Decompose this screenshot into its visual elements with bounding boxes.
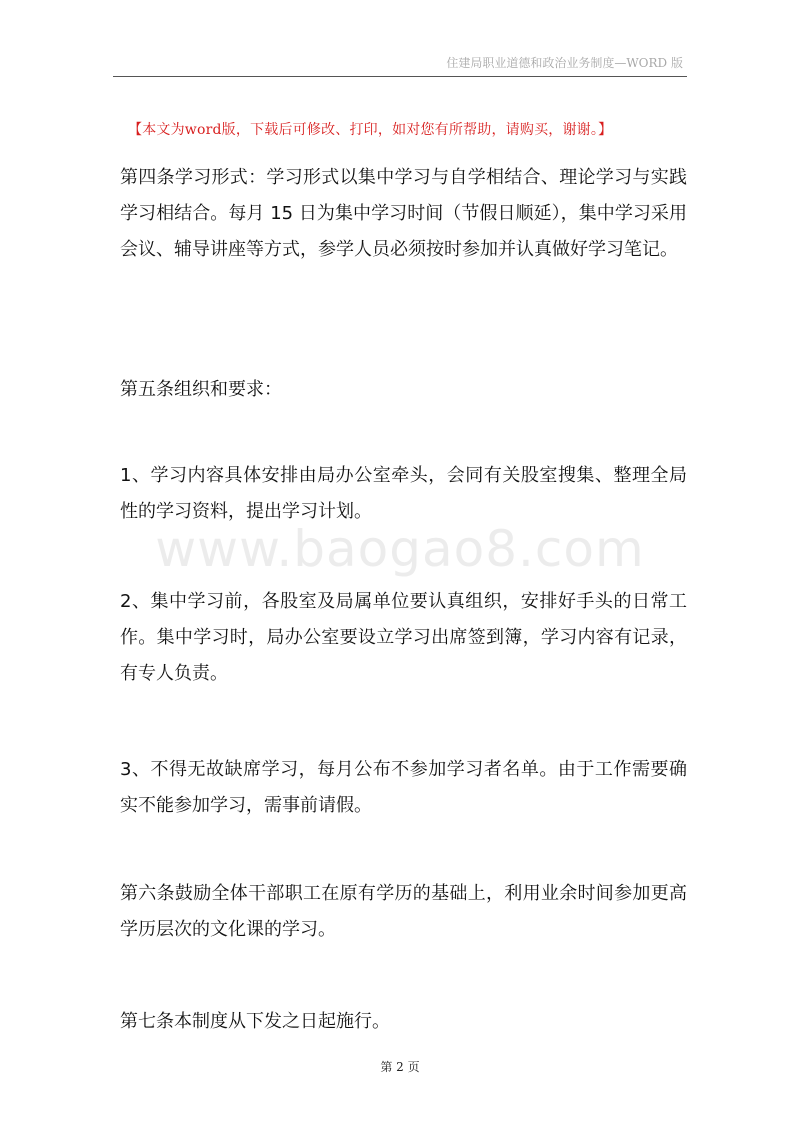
paragraph-item-2: 2、集中学习前，各股室及局属单位要认真组织，安排好手头的日常工作。集中学习时，局办公室要设立学习出席签到簿，学习内容有记录，有专人负责。 <box>120 591 687 684</box>
purchase-notice: 【本文为word版，下载后可修改、打印，如对您有所帮助，请购买，谢谢。】 <box>128 122 613 138</box>
paragraph-article-4: 第四条学习形式：学习形式以集中学习与自学相结合、理论学习与实践学习相结合。每月 15 日为集中学习时间（节假日顺延），集中学习采用会议、辅导讲座等方式，参学人员必须按时参加并认真做好学习笔记。 <box>120 167 687 260</box>
paragraph-article-5: 第五条组织和要求： <box>120 379 282 400</box>
paragraph-article-6: 第六条鼓励全体干部职工在原有学历的基础上，利用业余时间参加更高学历层次的文化课的学习。 <box>120 883 687 940</box>
paragraph-item-1: 1、学习内容具体安排由局办公室牵头，会同有关股室搜集、整理全局性的学习资料，提出学习计划。 <box>120 465 687 522</box>
paragraph-item-3: 3、不得无故缺席学习，每月公布不参加学习者名单。由于工作需要确实不能参加学习，需事前请假。 <box>120 759 687 816</box>
header-title: 住建局职业道德和政治业务制度—WORD 版 <box>446 56 683 70</box>
paragraph-article-7: 第七条本制度从下发之日起施行。 <box>120 1011 390 1032</box>
watermark: www.baogao8.com <box>155 520 645 578</box>
page-header <box>113 52 687 77</box>
page-number: 第 2 页 <box>380 1060 420 1074</box>
